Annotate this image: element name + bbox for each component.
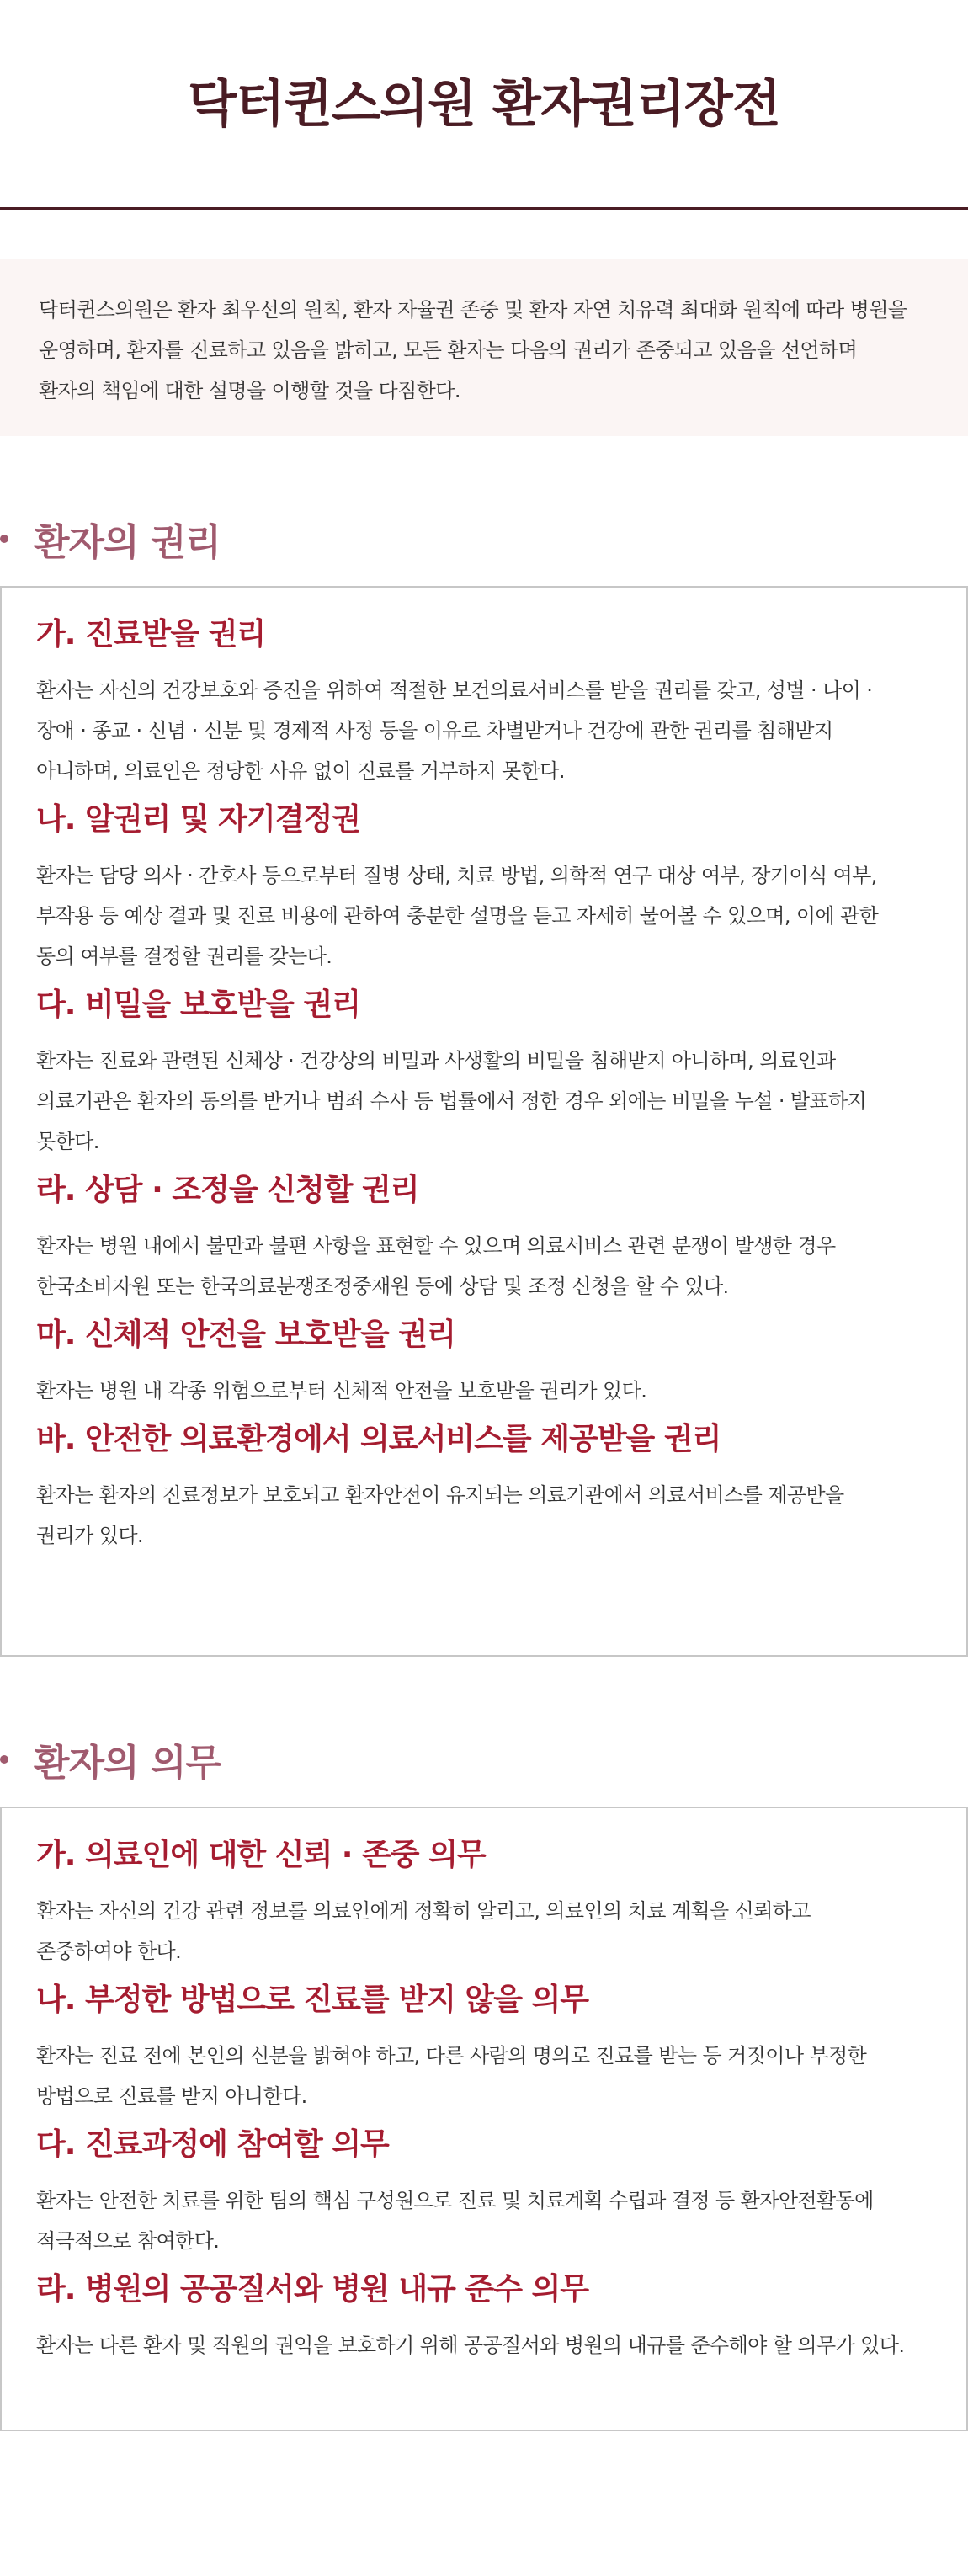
rights-heading-label: 환자의 권리: [34, 521, 221, 564]
item-line: 한국소비자원 또는 한국의료분쟁조정중재원 등에 상담 및 조정 신청을 할 수 있다.: [36, 1275, 729, 1298]
item-body: [36, 1226, 932, 1307]
duties-item: [36, 2270, 932, 2366]
duties-item: [36, 2125, 932, 2261]
item-body: [36, 1041, 932, 1162]
intro-line: 환자의 책임에 대한 설명을 이행할 것을 다짐한다.: [39, 379, 460, 402]
rights-heading: [0, 514, 968, 564]
item-body: [36, 2325, 932, 2366]
item-line: 환자는 자신의 건강 관련 정보를 의료인에게 정확히 알리고, 의료인의 치료 계획을 신뢰하고: [36, 1899, 811, 1923]
item-body: [36, 670, 932, 791]
item-line: 못한다.: [36, 1130, 99, 1153]
rights-item: [36, 615, 932, 791]
rights-item: [36, 1419, 932, 1556]
page-title: 닥터퀸스의원 환자권리장전: [188, 75, 780, 134]
item-line: 아니하며, 의료인은 정당한 사유 없이 진료를 거부하지 못한다.: [36, 759, 565, 783]
item-line: 부작용 등 예상 결과 및 진료 비용에 관하여 충분한 설명을 듣고 자세히 물어볼 수 있으며, 이에 관한: [36, 904, 879, 928]
item-line: 동의 여부를 결정할 권리를 갖는다.: [36, 945, 332, 968]
item-title: 마. 신체적 안전을 보호받을 권리: [36, 1317, 455, 1352]
item-line: 권리가 있다.: [36, 1524, 143, 1547]
item-line: 존중하여야 한다.: [36, 1940, 182, 1963]
intro-line: 닥터퀸스의원은 환자 최우선의 원칙, 환자 자율권 존중 및 환자 자연 치유력 최대화 원칙에 따라 병원을: [39, 298, 907, 322]
intro-line: 운영하며, 환자를 진료하고 있음을 밝히고, 모든 환자는 다음의 권리가 존중되고 있음을 선언하며: [39, 338, 858, 362]
item-title: 가. 진료받을 권리: [36, 617, 266, 652]
bullet-icon: [0, 1755, 8, 1764]
item-line: 환자는 다른 환자 및 직원의 권익을 보호하기 위해 공공질서와 병원의 내규를 준수해야 할 의무가 있다.: [36, 2334, 905, 2357]
item-title: 라. 상담 · 조정을 신청할 권리: [36, 1173, 419, 1207]
rights-item: [36, 985, 932, 1162]
item-body: [36, 855, 932, 977]
item-line: 방법으로 진료를 받지 아니한다.: [36, 2084, 307, 2108]
item-line: 환자는 담당 의사 · 간호사 등으로부터 질병 상태, 치료 방법, 의학적 연구 대상 여부, 장기이식 여부,: [36, 864, 877, 887]
item-line: 환자는 자신의 건강보호와 증진을 위하여 적절한 보건의료서비스를 받을 권리를 갖고, 성별 · 나이 ·: [36, 679, 873, 702]
item-line: 의료기관은 환자의 동의를 받거나 범죄 수사 등 법률에서 정한 경우 외에는 비밀을 누설 · 발표하지: [36, 1089, 867, 1113]
duties-item: [36, 1980, 932, 2116]
item-line: 환자는 진료와 관련된 신체상 · 건강상의 비밀과 사생활의 비밀을 침해받지 아니하며, 의료인과: [36, 1049, 836, 1072]
duties-item: [36, 1835, 932, 1972]
item-line: 장애 · 종교 · 신념 · 신분 및 경제적 사정 등을 이유로 차별받거나 건강에 관한 권리를 침해받지: [36, 719, 833, 742]
rights-item: [36, 800, 932, 977]
item-line: 환자는 안전한 치료를 위한 팀의 핵심 구성원으로 진료 및 치료계획 수립과 결정 등 환자안전활동에: [36, 2189, 874, 2212]
duties-heading-label: 환자의 의무: [34, 1742, 221, 1785]
rights-item: [36, 1170, 932, 1307]
page-header: [0, 0, 968, 210]
duties-heading: [0, 1734, 968, 1785]
bullet-icon: [0, 535, 8, 543]
duties-box: [0, 1807, 968, 2431]
rights-box: [0, 586, 968, 1657]
item-title: 라. 병원의 공공질서와 병원 내규 준수 의무: [36, 2272, 589, 2307]
item-title: 나. 부정한 방법으로 진료를 받지 않을 의무: [36, 1983, 589, 2017]
item-title: 나. 알권리 및 자기결정권: [36, 802, 361, 837]
item-line: 환자는 병원 내 각종 위험으로부터 신체적 안전을 보호받을 권리가 있다.: [36, 1379, 647, 1402]
rights-item: [36, 1315, 932, 1411]
item-title: 다. 진료과정에 참여할 의무: [36, 2127, 389, 2162]
item-body: [36, 1891, 932, 1972]
item-body: [36, 1475, 932, 1556]
item-line: 환자는 환자의 진료정보가 보호되고 환자안전이 유지되는 의료기관에서 의료서비스를 제공받을: [36, 1483, 844, 1507]
intro-box: [0, 259, 968, 436]
item-body: [36, 2036, 932, 2116]
item-line: 적극적으로 참여한다.: [36, 2229, 220, 2253]
item-body: [36, 2180, 932, 2261]
item-title: 가. 의료인에 대한 신뢰 · 존중 의무: [36, 1838, 486, 1872]
item-title: 바. 안전한 의료환경에서 의료서비스를 제공받을 권리: [36, 1422, 721, 1456]
item-body: [36, 1370, 932, 1411]
item-title: 다. 비밀을 보호받을 권리: [36, 987, 361, 1022]
item-line: 환자는 진료 전에 본인의 신분을 밝혀야 하고, 다른 사람의 명의로 진료를 받는 등 거짓이나 부정한: [36, 2044, 867, 2068]
item-line: 환자는 병원 내에서 불만과 불편 사항을 표현할 수 있으며 의료서비스 관련 분쟁이 발생한 경우: [36, 1234, 836, 1258]
